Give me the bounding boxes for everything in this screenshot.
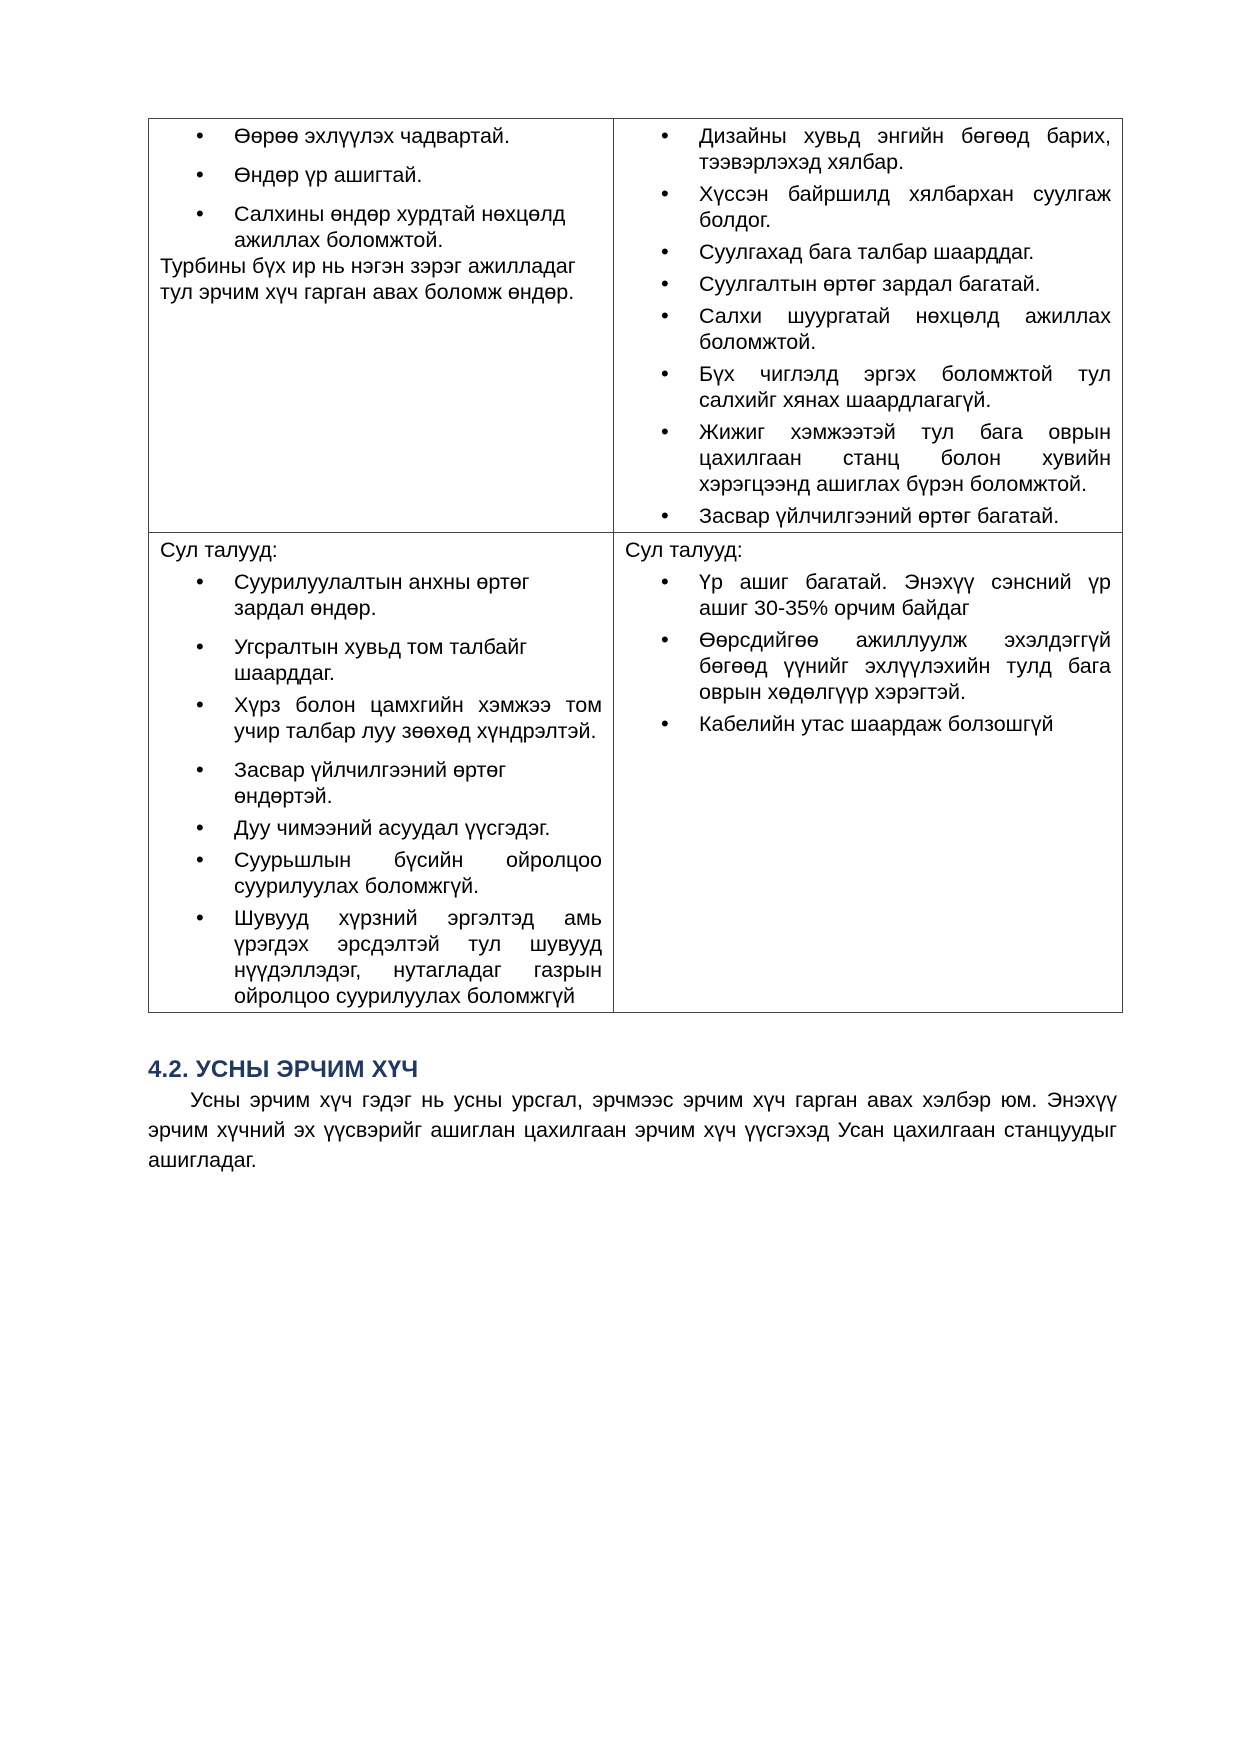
list-item: • Жижиг хэмжээтэй тул бага оврын цахилгаан станц болон хувийн хэрэгцээнд ашиглах бүрэн боломжтой. xyxy=(625,419,1111,497)
left-disadvantages-list xyxy=(160,569,602,1009)
list-item: • Засвар үйлчилгээний өртөг багатай. xyxy=(625,503,1111,529)
list-item: • Кабелийн утас шаардаж болзошгүй xyxy=(625,711,1111,737)
list-item: • Угсралтын хувьд том талбайг шаарддаг. xyxy=(160,634,602,686)
list-item: • Засвар үйлчилгээний өртөг өндөртэй. xyxy=(160,757,602,809)
list-item: • Суурилуулалтын анхны өртөг зардал өндөр. xyxy=(160,569,602,621)
left-advantages-note: Турбины бүх ир нь нэгэн зэрэг ажилладаг тул эрчим хүч гарган авах боломж өндөр. xyxy=(160,254,576,304)
left-disadvantages-cell xyxy=(149,533,614,1013)
left-advantages-cell xyxy=(149,119,614,533)
list-item: • Суулгалтын өртөг зардал багатай. xyxy=(625,271,1111,297)
list-item: • Салхины өндөр хурдтай нөхцөлд ажиллах боломжтой. xyxy=(160,201,602,253)
right-advantages-cell xyxy=(614,119,1123,533)
list-item: • Суурьшлын бүсийн ойролцоо суурилуулах боломжгүй. xyxy=(160,847,602,899)
right-disadvantages-list xyxy=(625,569,1111,737)
list-item: • Дизайны хувьд энгийн бөгөөд барих, тээвэрлэхэд хялбар. xyxy=(625,123,1111,175)
list-item: • Хүссэн байршилд хялбархан суулгаж болдог. xyxy=(625,181,1111,233)
list-item: • Хүрз болон цамхгийн хэмжээ том учир талбар луу зөөхөд хүндрэлтэй. xyxy=(160,692,602,744)
list-item: • Үр ашиг багатай. Энэхүү сэнсний үр ашиг 30-35% орчим байдаг xyxy=(625,569,1111,621)
left-advantages-list xyxy=(160,123,602,253)
list-item: • Өндөр үр ашигтай. xyxy=(160,162,602,188)
list-item: • Өөрөө эхлүүлэх чадвартай. xyxy=(160,123,602,149)
right-disadvantages-cell xyxy=(614,533,1123,1013)
list-item: • Өөрсдийгөө ажиллуулж эхэлдэггүй бөгөөд үүнийг эхлүүлэхийн тулд бага оврын хөдөлгүүр хэрэгтэй. xyxy=(625,627,1111,705)
disadvantages-row xyxy=(149,533,1123,1013)
list-item: • Бүх чиглэлд эргэх боломжтой тул салхийг хянах шаардлагагүй. xyxy=(625,361,1111,413)
list-item: • Дуу чимээний асуудал үүсгэдэг. xyxy=(160,815,602,841)
list-item: • Салхи шуургатай нөхцөлд ажиллах боломжтой. xyxy=(625,303,1111,355)
section-heading: 4.2. УСНЫ ЭРЧИМ ХҮЧ xyxy=(148,1056,419,1083)
advantages-row xyxy=(149,119,1123,533)
section-paragraph: Усны эрчим хүч гэдэг нь усны урсгал, эрчмээс эрчим хүч гарган авах хэлбэр юм. Энэхүү эрчим хүчний эх үүсвэрийг ашиглан цахилгаан эрчим хүч үүсгэхэд Усан цахилгаан станцуудыг ашигладаг. xyxy=(148,1088,1117,1172)
list-item: • Шувууд хүрзний эргэлтэд амь үрэгдэх эрсдэлтэй тул шувууд нүүдэллэдэг, нутагладаг газрын ойролцоо суурилуулах боломжгүй xyxy=(160,905,602,1009)
left-disadvantages-heading: Сул талууд: xyxy=(160,538,278,562)
comparison-table xyxy=(148,118,1123,1013)
list-item: • Суулгахад бага талбар шаарддаг. xyxy=(625,239,1111,265)
right-advantages-list xyxy=(625,123,1111,529)
right-disadvantages-heading: Сул талууд: xyxy=(625,538,743,562)
